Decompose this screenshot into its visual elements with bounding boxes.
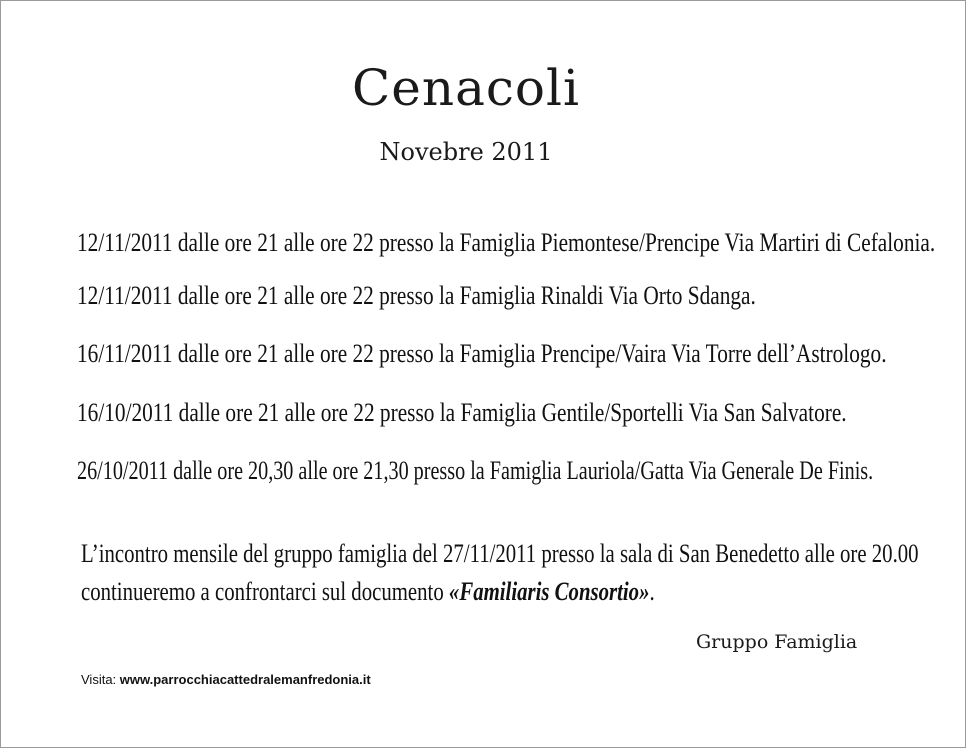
page-subtitle: Novebre 2011 [379, 138, 553, 166]
notice-line-1: L’incontro mensile del gruppo famiglia del 27/11/2011 presso la sala di San Benedetto alle ore 20.00 [81, 539, 919, 568]
page-title: Cenacoli [352, 59, 580, 117]
notice-line-2-end: . [649, 577, 655, 606]
website-link[interactable]: www.parrocchiacattedralemanfredonia.it [119, 672, 371, 687]
signature: Gruppo Famiglia [696, 631, 858, 653]
visit-label: Visita: [81, 672, 120, 687]
notice-line-2-text: continueremo a confrontarci sul documento [81, 577, 449, 606]
monthly-meeting-notice [81, 535, 919, 611]
event-line: 16/10/2011 dalle ore 21 alle ore 22 presso la Famiglia Gentile/Sportelli Via San Salvatore. [77, 398, 847, 427]
document-title: «Familiaris Consortio» [448, 577, 650, 606]
notice-line-2 [81, 573, 919, 611]
event-line: 12/11/2011 dalle ore 21 alle ore 22 presso la Famiglia Rinaldi Via Orto Sdanga. [77, 281, 756, 310]
event-line: 16/11/2011 dalle ore 21 alle ore 22 presso la Famiglia Prencipe/Vaira Via Torre dell’Astrologo. [77, 339, 887, 368]
event-line: 26/10/2011 dalle ore 20,30 alle ore 21,30 presso la Famiglia Lauriola/Gatta Via Generale De Finis. [77, 456, 874, 485]
visit-footer [81, 672, 371, 687]
event-line: 12/11/2011 dalle ore 21 alle ore 22 presso la Famiglia Piemontese/Prencipe Via Martiri di Cefalonia. [77, 228, 936, 257]
